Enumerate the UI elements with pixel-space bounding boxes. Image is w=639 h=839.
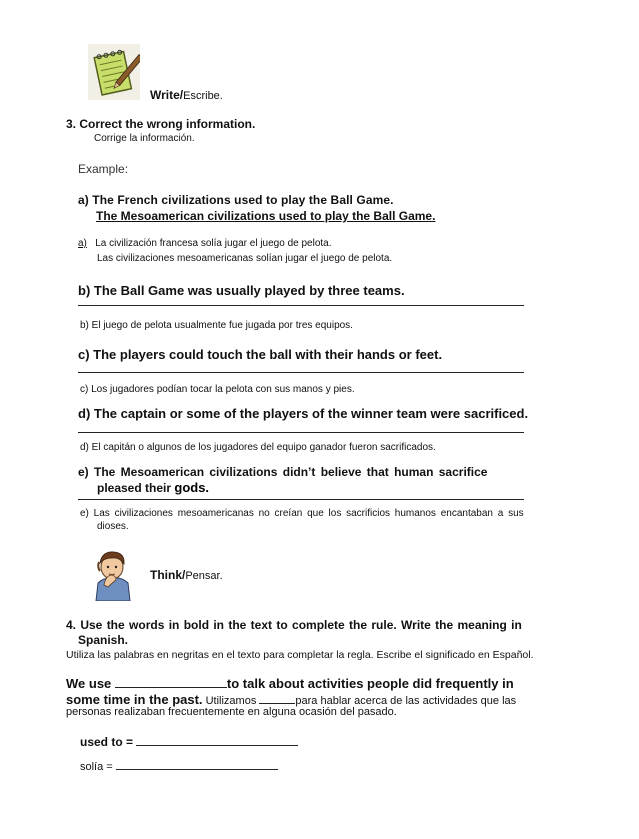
section4-heading-line2: Spanish. <box>78 633 129 647</box>
item-d-es: d) El capitán o algunos de los jugadores del equipo ganador fueron sacrificados. <box>80 442 436 453</box>
item-c-en: c) The players could touch the ball with their hands or feet. <box>78 347 443 362</box>
item-d-en: d) The captain or some of the players of the winner team were sacrificed. <box>78 406 529 421</box>
write-label: Write/Escribe. <box>150 88 223 102</box>
item-b-en: b) The Ball Game was usually played by three teams. <box>78 283 405 298</box>
item-e-es-line1: e) Las civilizaciones mesoamericanas no creían que los sacrificios humanos encantaban a sus <box>80 508 524 519</box>
item-e-es-line2: dioses. <box>97 521 129 532</box>
section3-heading: 3. Correct the wrong information. <box>66 117 256 131</box>
example-label: Example: <box>78 162 129 176</box>
answer-line-c[interactable] <box>78 372 524 373</box>
solia-blank[interactable] <box>116 760 278 770</box>
item-e-en-line2: pleased their gods. <box>97 480 210 495</box>
item-b-es: b) El juego de pelota usualmente fue jugada por tres equipos. <box>80 320 353 331</box>
example-en-wrong: a) The French civilizations used to play the Ball Game. <box>78 193 394 207</box>
thinking-person-icon <box>92 545 134 601</box>
example-es-right: Las civilizaciones mesoamericanas solían jugar el juego de pelota. <box>97 253 393 264</box>
rule-line2: some time in the past. Utilizamos para hablar acerca de las actividades que las <box>66 692 517 707</box>
answer-line-b[interactable] <box>78 305 524 306</box>
notepad-pencil-icon <box>88 44 140 100</box>
section4-heading-line1: 4. Use the words in bold in the text to complete the rule. Write the meaning in <box>66 618 522 632</box>
example-en-right: The Mesoamerican civilizations used to play the Ball Game. <box>96 209 436 223</box>
item-e-en-line1: e) The Mesoamerican civilizations didn’t believe that human sacrifice <box>78 465 488 479</box>
item-c-es: c) Los jugadores podían tocar la pelota con sus manos y pies. <box>80 384 355 395</box>
example-es-wrong: a) La civilización francesa solía jugar el juego de pelota. <box>78 238 332 249</box>
used-to-row: used to = <box>80 735 298 749</box>
rule-blank-en[interactable] <box>115 675 227 688</box>
rule-blank-es[interactable] <box>259 693 295 704</box>
think-label: Think/Pensar. <box>150 568 223 582</box>
section3-subheading: Corrige la información. <box>94 133 195 144</box>
answer-line-e[interactable] <box>78 499 524 500</box>
section4-subheading: Utiliza las palabras en negritas en el texto para completar la regla. Escribe el significado en Español. <box>66 649 534 661</box>
rule-line3: personas realizaban frecuentemente en alguna ocasión del pasado. <box>66 706 397 718</box>
rule-line1: We use to talk about activities people did frequently in <box>66 676 514 691</box>
used-to-blank[interactable] <box>136 735 298 746</box>
solia-row: solía = <box>80 760 278 773</box>
answer-line-d[interactable] <box>78 432 524 433</box>
